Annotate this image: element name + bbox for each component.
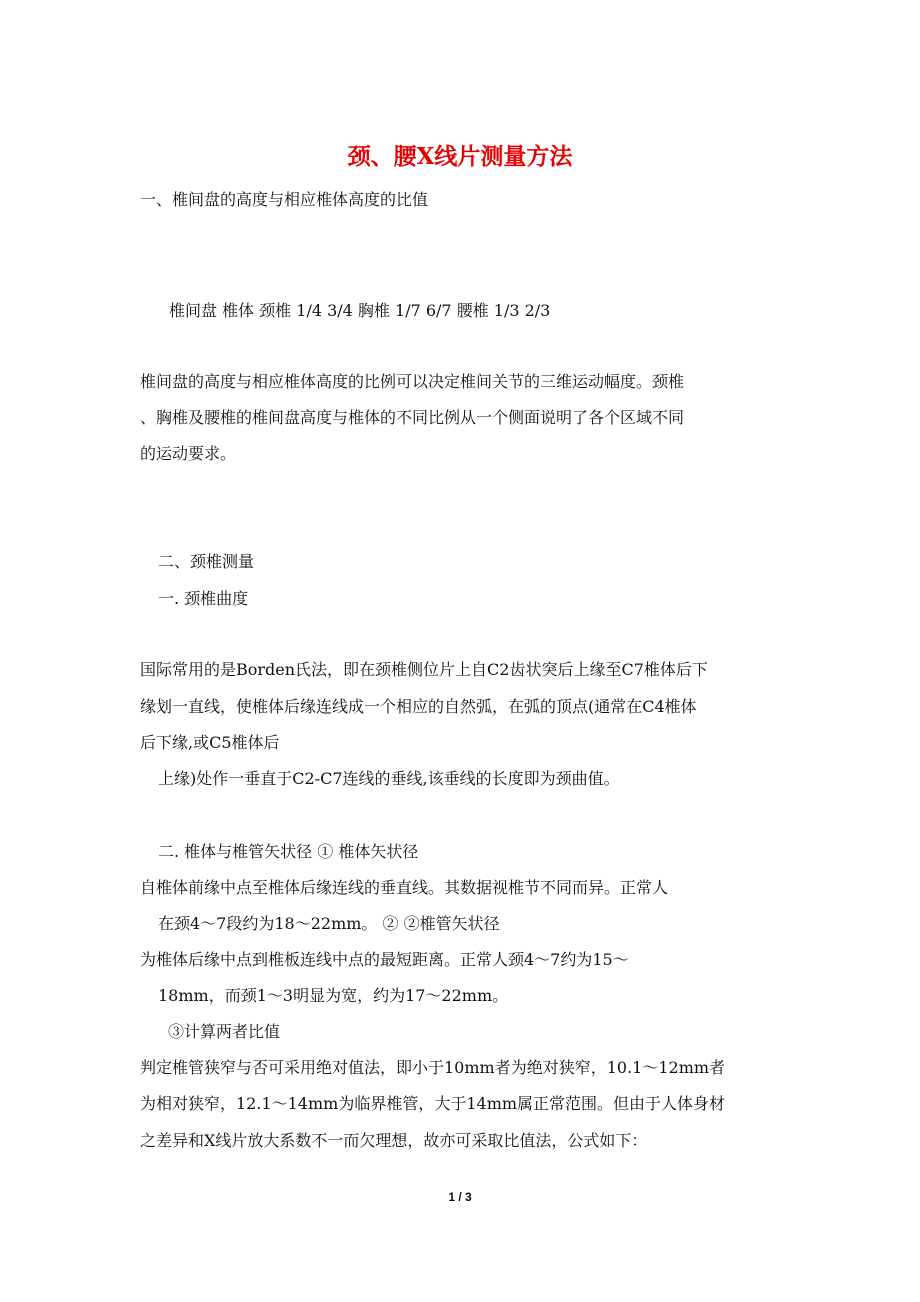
paragraph-line: 判定椎管狭窄与否可采用绝对值法，即小于10mm者为绝对狭窄，10.1～12mm者 (140, 1058, 726, 1077)
page-number: 1 / 3 (448, 1190, 472, 1204)
ratio-line: 椎间盘 椎体 颈椎 1/4 3/4 胸椎 1/7 6/7 腰椎 1/3 2/3 (169, 301, 551, 320)
paragraph-line: ③计算两者比值 (168, 1022, 281, 1041)
paragraph-line: 缘划一直线，使椎体后缘连线成一个相应的自然弧，在弧的顶点(通常在C4椎体 (140, 697, 697, 716)
paragraph-line: 为相对狭窄，12.1～14mm为临界椎管，大于14mm属正常范围。但由于人体身材 (140, 1094, 726, 1113)
subsection-heading: 二. 椎体与椎管矢状径 ① 椎体矢状径 (158, 842, 419, 861)
subsection-heading: 一. 颈椎曲度 (158, 589, 249, 608)
paragraph-line: 自椎体前缘中点至椎体后缘连线的垂直线。其数据视椎节不同而异。正常人 (140, 878, 669, 897)
document-title: 颈、腰X线片测量方法 (347, 143, 573, 170)
paragraph-line: 在颈4～7段约为18～22mm。 ② ②椎管矢状径 (158, 914, 500, 933)
paragraph-line: 18mm，而颈1～3明显为宽，约为17～22mm。 (158, 986, 509, 1005)
paragraph-line: 后下缘,或C5椎体后 (140, 733, 280, 752)
paragraph-line: 的运动要求。 (140, 444, 237, 463)
section2-heading: 二、颈椎测量 (158, 552, 255, 571)
paragraph-line: 椎间盘的高度与相应椎体高度的比例可以决定椎间关节的三维运动幅度。颈椎 (140, 372, 685, 391)
paragraph-line: 之差异和X线片放大系数不一而欠理想，故亦可采取比值法，公式如下： (140, 1131, 648, 1150)
paragraph-line: 为椎体后缘中点到椎板连线中点的最短距离。正常人颈4～7约为15～ (140, 950, 629, 969)
paragraph-line: 、胸椎及腰椎的椎间盘高度与椎体的不同比例从一个侧面说明了各个区域不同 (140, 408, 685, 427)
paragraph-line: 上缘)处作一垂直于C2-C7连线的垂线,该垂线的长度即为颈曲值。 (158, 769, 620, 788)
section1-heading: 一、椎间盘的高度与相应椎体高度的比值 (140, 190, 429, 209)
paragraph-line: 国际常用的是Borden氏法，即在颈椎侧位片上自C2齿状突后上缘至C7椎体后下 (140, 660, 708, 679)
